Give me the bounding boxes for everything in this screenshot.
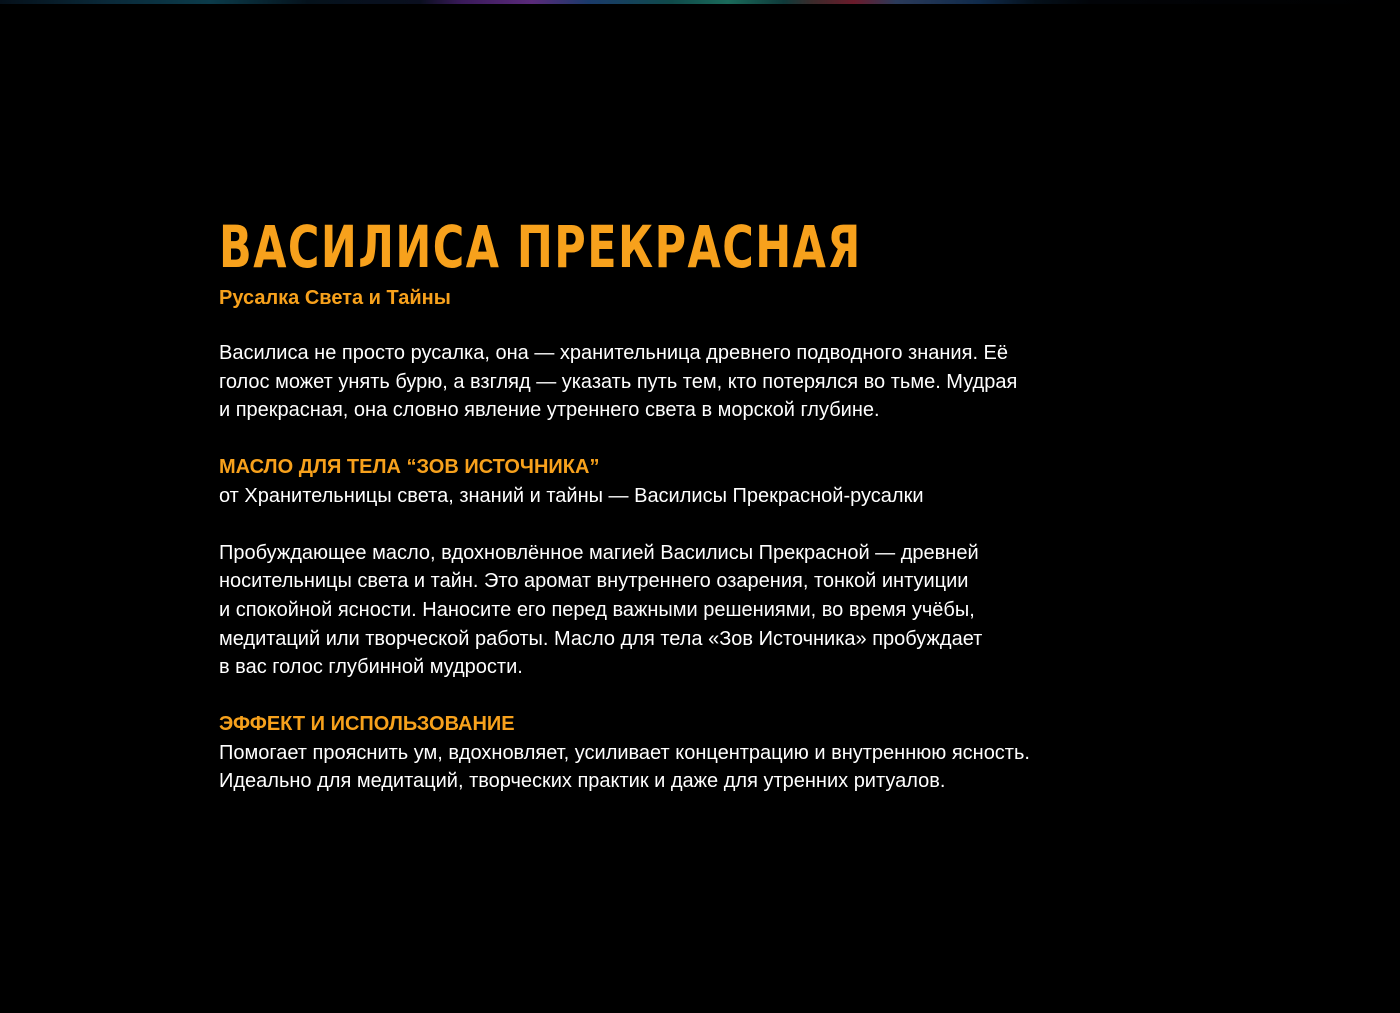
effect-text: Помогает прояснить ум, вдохновляет, усиливает концентрацию и внутреннюю ясность. Идеально для медитаций, творческих практик и даже для утренних ритуалов. (219, 741, 1030, 793)
product-description: Пробуждающее масло, вдохновлённое магией Василисы Прекрасной — древней носительницы света и тайн. Это аромат внутреннего озарения, тонкой интуиции и спокойной ясности. Наносите его перед важными решениями, во время учёбы, медитаций или творческой работы. Масло для тела «Зов Источника» пробуждает в вас голос глубинной мудрости. (219, 541, 983, 679)
spacer (219, 511, 1219, 539)
product-heading: МАСЛО ДЛЯ ТЕЛА “ЗОВ ИСТОЧНИКА” (219, 456, 600, 479)
spacer (219, 311, 1219, 339)
page-title: ВАСИЛИСА ПРЕКРАСНАЯ (219, 213, 862, 281)
spacer (219, 682, 1219, 710)
intro-paragraph: Василиса не просто русалка, она — хранительница древнего подводного знания. Её голос может унять бурю, а взгляд — указать путь тем, кто потерялся во тьме. Мудрая и прекрасная, она словно явление утреннего света в морской глубине. (219, 342, 1018, 422)
product-byline: от Хранительницы света, знаний и тайны — Василисы Прекрасной-русалки (219, 484, 924, 507)
effect-heading: ЭФФЕКТ И ИСПОЛЬЗОВАНИЕ (219, 713, 515, 736)
character-description (219, 213, 1219, 796)
spacer (219, 425, 1219, 453)
top-image-strip (0, 0, 1400, 4)
page-subtitle: Русалка Света и Тайны (219, 287, 451, 309)
